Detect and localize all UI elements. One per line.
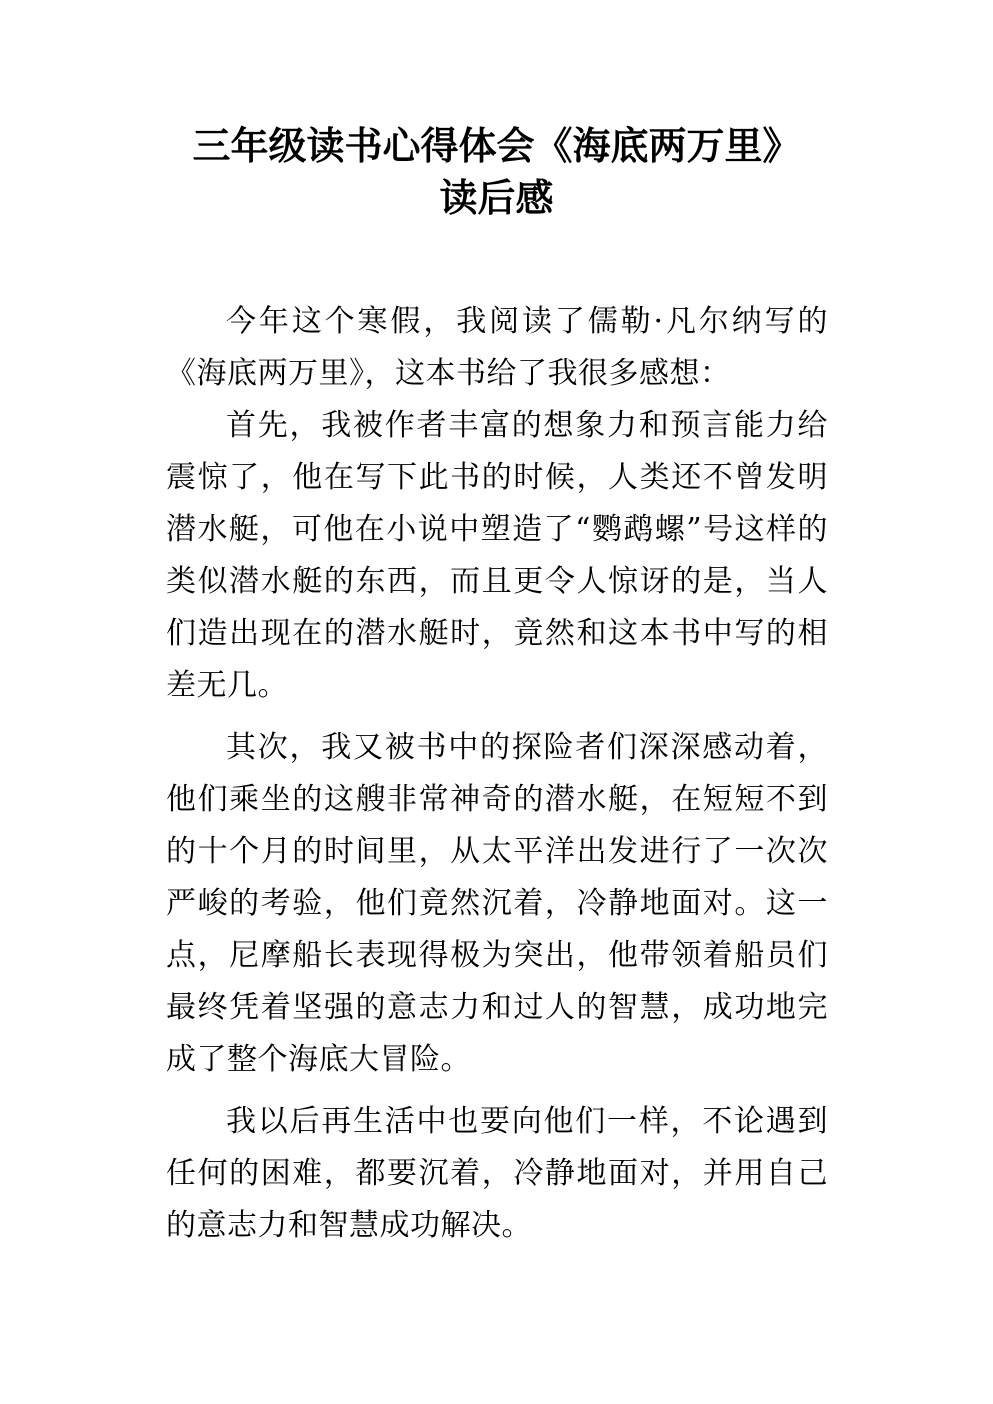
title-line-1: 三年级读书心得体会《海底两万里》: [192, 124, 801, 168]
paragraph-second: 其次，我又被书中的探险者们深深感动着，他们乘坐的这艘非常神奇的潜水艇，在短短不到的十个月的时间里，从太平洋出发进行了一次次严峻的考验，他们竟然沉着，冷静地面对。这一点，尼摩船长表现得极为突出，他带领着船员们最终凭着坚强的意志力和过人的智慧，成功地完成了整个海底大冒险。: [166, 730, 828, 1077]
paragraph-first: 首先，我被作者丰富的想象力和预言能力给震惊了，他在写下此书的时候，人类还不曾发明潜水艇，可他在小说中塑造了“鹦鹉螺”号这样的类似潜水艇的东西，而且更令人惊讶的是，当人们造出现在的潜水艇时，竟然和这本书中写的相差无几。: [166, 408, 828, 703]
paragraph-conclusion: 我以后再生活中也要向他们一样，不论遇到任何的困难，都要沉着，冷静地面对，并用自己的意志力和智慧成功解决。: [166, 1104, 828, 1243]
title-line-2: 读后感: [439, 176, 554, 220]
paragraph-intro: 今年这个寒假，我阅读了儒勒·凡尔纳写的《海底两万里》，这本书给了我很多感想：: [166, 304, 828, 391]
document-body: [166, 296, 828, 1252]
document-title: [140, 120, 853, 224]
